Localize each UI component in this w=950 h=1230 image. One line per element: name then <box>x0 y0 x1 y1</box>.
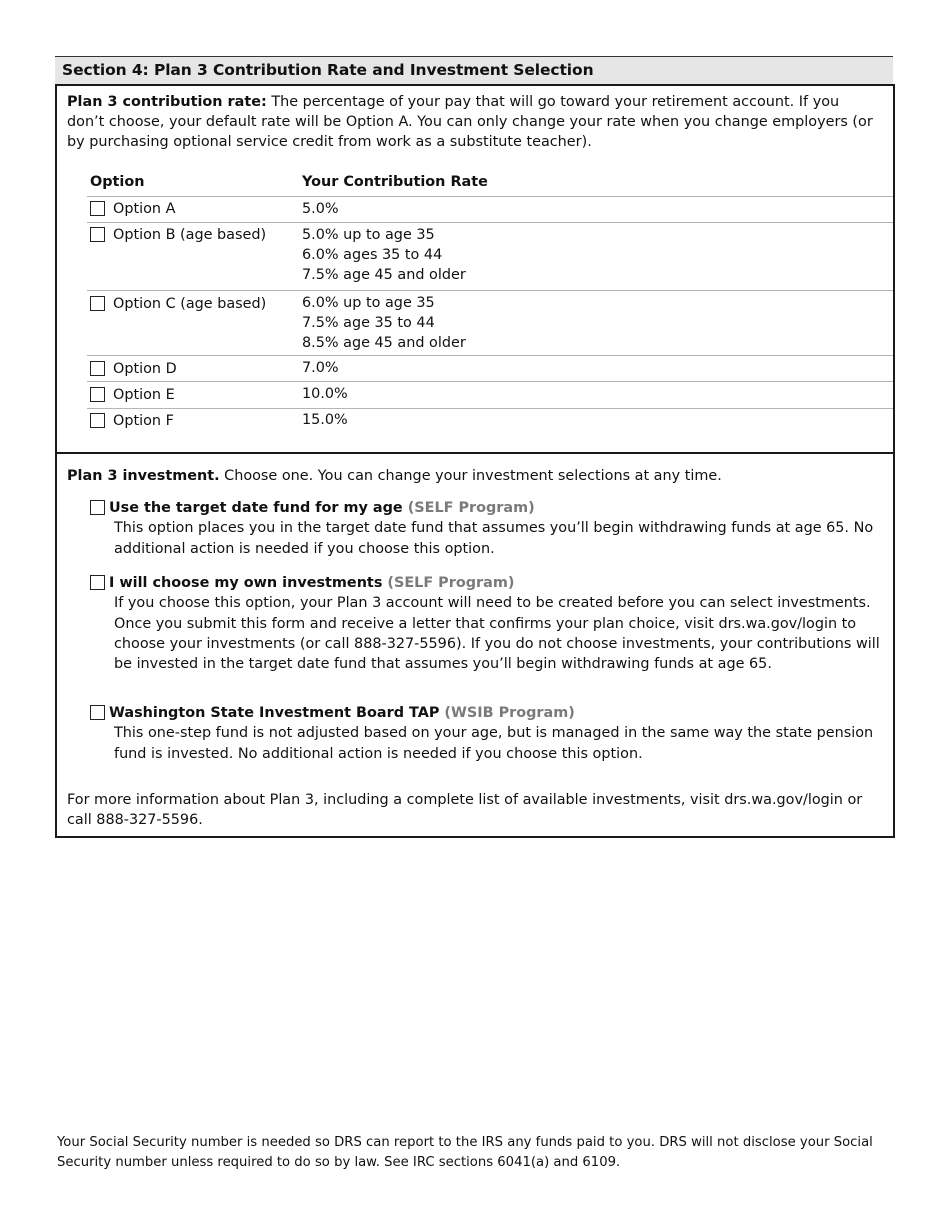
own-investments-checkbox[interactable] <box>90 575 105 590</box>
investment-option-wsib[interactable] <box>90 703 880 764</box>
investment-option-description: This one-step fund is not adjusted based on your age, but is managed in the same way the state pension fund is invested. No additional action is needed if you choose this option. <box>114 725 874 762</box>
investment-option-description: This option places you in the target date fund that assumes you’ll begin withdrawing funds at age 65. No additional action is needed if you choose this option. <box>114 520 874 557</box>
row-divider <box>87 290 893 291</box>
rate-line: 5.0% <box>302 201 339 217</box>
option-a-checkbox[interactable] <box>90 201 105 216</box>
option-c-rate <box>302 293 466 353</box>
row-divider <box>87 222 893 223</box>
investment-option-description: If you choose this option, your Plan 3 account will need to be created before you can select investments. Once you submit this form and receive a letter that confirms your plan choice, visit drs.wa.gov/login to choose your investments (or call 888-327-5596). If you do not choose investments, your contributions will be invested in the target date fund that assumes you’ll begin withdrawing funds at age 65. <box>114 595 880 673</box>
option-f-checkbox[interactable] <box>90 413 105 428</box>
row-divider <box>87 355 893 356</box>
contribution-rate-panel <box>55 84 895 454</box>
investment-text: Choose one. You can change your investment selections at any time. <box>219 468 722 484</box>
option-c-row[interactable] <box>90 296 266 318</box>
option-b-checkbox[interactable] <box>90 227 105 242</box>
row-divider <box>87 196 893 197</box>
investment-option-title <box>90 703 880 723</box>
investment-option-label: Use the target date fund for my age <box>109 500 403 516</box>
option-b-label: Option B (age based) <box>113 227 267 243</box>
option-d-checkbox[interactable] <box>90 361 105 376</box>
more-info-text: For more information about Plan 3, including a complete list of available investments, visit drs.wa.gov/login or call 888-327-5596. <box>67 792 863 828</box>
investment-option-own[interactable] <box>90 573 880 674</box>
investment-option-target-date[interactable] <box>90 498 880 559</box>
option-c-checkbox[interactable] <box>90 296 105 311</box>
option-d-rate <box>302 358 339 378</box>
option-a-label: Option A <box>113 201 176 217</box>
investment-option-label: Washington State Investment Board TAP <box>109 705 440 721</box>
rate-line: 10.0% <box>302 386 348 402</box>
option-a-row[interactable] <box>90 201 175 223</box>
rate-line: 6.0% ages 35 to 44 <box>302 247 443 263</box>
option-e-rate <box>302 384 348 404</box>
option-d-label: Option D <box>113 361 177 377</box>
option-d-row[interactable] <box>90 361 177 383</box>
investment-option-label: I will choose my own investments <box>109 575 383 591</box>
investment-option-title <box>90 498 880 518</box>
option-b-row[interactable] <box>90 227 266 249</box>
rate-line: 8.5% age 45 and older <box>302 335 466 351</box>
option-a-rate <box>302 199 339 219</box>
contribution-intro <box>67 92 877 152</box>
rate-line: 7.0% <box>302 360 339 376</box>
option-e-label: Option E <box>113 387 175 403</box>
wsib-checkbox[interactable] <box>90 705 105 720</box>
ssn-disclosure-notice: Your Social Security number is needed so DRS can report to the IRS any funds paid to you. DRS will not disclose your Social Security number unless required to do so by law. See IRC sections 6041(a) and 6109. <box>57 1135 873 1170</box>
option-f-label: Option F <box>113 413 174 429</box>
investment-intro <box>67 468 877 484</box>
section-title: Section 4: Plan 3 Contribution Rate and Investment Selection <box>55 56 893 84</box>
rate-line: 15.0% <box>302 412 348 428</box>
rate-line: 5.0% up to age 35 <box>302 227 435 243</box>
option-b-rate <box>302 225 466 285</box>
column-header-rate: Your Contribution Rate <box>302 174 488 190</box>
investment-option-title <box>90 573 880 593</box>
row-divider <box>87 381 893 382</box>
target-date-checkbox[interactable] <box>90 500 105 515</box>
rate-line: 6.0% up to age 35 <box>302 295 435 311</box>
contribution-text: The percentage of your pay that will go toward your retirement account. If you don’t choose, your default rate will be Option A. You can only change your rate when you change employers (or by purchasing optional service credit from work as a substitute teacher). <box>67 94 873 150</box>
rate-line: 7.5% age 45 and older <box>302 267 466 283</box>
program-tag: (SELF Program) <box>402 500 535 516</box>
rate-line: 7.5% age 35 to 44 <box>302 315 435 331</box>
investment-panel <box>55 452 895 838</box>
row-divider <box>87 408 893 409</box>
program-tag: (WSIB Program) <box>439 705 575 721</box>
option-e-checkbox[interactable] <box>90 387 105 402</box>
option-f-row[interactable] <box>90 413 174 435</box>
option-e-row[interactable] <box>90 387 175 409</box>
column-header-option: Option <box>90 174 145 190</box>
investment-heading: Plan 3 investment. <box>67 468 220 484</box>
program-tag: (SELF Program) <box>382 575 515 591</box>
option-f-rate <box>302 410 348 430</box>
contribution-heading: Plan 3 contribution rate: <box>67 94 267 110</box>
option-c-label: Option C (age based) <box>113 296 267 312</box>
